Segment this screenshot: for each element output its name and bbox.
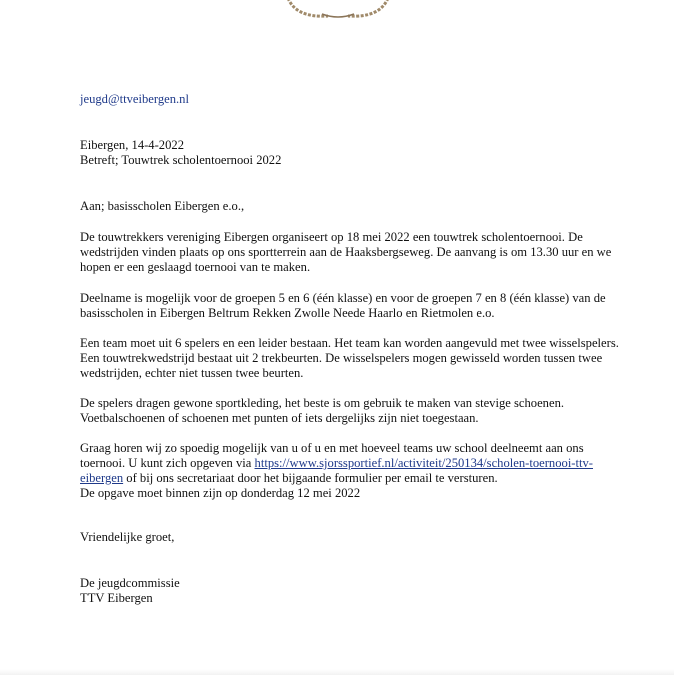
paragraph-1-line-1: De touwtrekkers vereniging Eibergen organiseert op 18 mei 2022 een touwtrek scholentoernooi. De (80, 230, 583, 244)
wreath-logo (282, 0, 394, 20)
paragraph-5-text-after-link: of bij ons secretariaat door het bijgaande formulier per email te versturen. (123, 471, 498, 485)
signup-link[interactable]: https://www.sjorssportief.nl/activiteit/250134/scholen-toernooi-ttv- (254, 456, 593, 470)
paragraph-1-line-2: wedstrijden vinden plaats op ons sportterrein aan de Haaksbergseweg. De aanvang is om 13.30 uur en we (80, 245, 612, 259)
signup-link-continued[interactable]: eibergen (80, 471, 124, 485)
page-edge-shadow (0, 669, 674, 675)
paragraph-5-line-1: Graag horen wij zo spoedig mogelijk van u of u en met hoeveel teams uw school deelneemt aan ons (80, 441, 584, 455)
paragraph-1-line-3: hopen er een geslaagd toernooi van te maken. (80, 260, 311, 274)
signature-line-1: De jeugdcommissie (80, 576, 180, 590)
paragraph-2-line-2: basisscholen in Eibergen Beltrum Rekken Zwolle Neede Haarlo en Rietmolen e.o. (80, 306, 495, 320)
paragraph-5-line-3 (80, 471, 498, 486)
paragraph-5-text: toernooi. U kunt zich opgeven via (80, 456, 255, 470)
paragraph-4-line-1: De spelers dragen gewone sportkleding, het beste is om gebruik te maken van stevige schoenen. (80, 396, 565, 410)
closing: Vriendelijke groet, (80, 530, 175, 544)
subject-line: Betreft; Touwtrek scholentoernooi 2022 (80, 153, 282, 167)
paragraph-2-line-1: Deelname is mogelijk voor de groepen 5 en 6 (één klasse) en voor de groepen 7 en 8 (één klasse) van de (80, 291, 606, 305)
signature-line-2: TTV Eibergen (80, 591, 153, 605)
place-date: Eibergen, 14-4-2022 (80, 138, 184, 152)
paragraph-3-line-3: wedstrijden, echter niet tussen twee beurten. (80, 366, 304, 380)
paragraph-5-line-2 (80, 456, 593, 471)
paragraph-3-line-2: Een touwtrekwedstrijd bestaat uit 2 trekbeurten. De wisselspelers mogen gewisseld worden tussen twee (80, 351, 603, 365)
paragraph-4-line-2: Voetbalschoenen of schoenen met punten of iets dergelijks zijn niet toegestaan. (80, 411, 479, 425)
email-link[interactable]: jeugd@ttveibergen.nl (80, 92, 189, 106)
paragraph-3-line-1: Een team moet uit 6 spelers en een leider bestaan. Het team kan worden aangevuld met twee wisselspelers. (80, 336, 619, 350)
salutation: Aan; basisscholen Eibergen e.o., (80, 199, 245, 213)
paragraph-5-line-4: De opgave moet binnen zijn op donderdag 12 mei 2022 (80, 486, 361, 500)
